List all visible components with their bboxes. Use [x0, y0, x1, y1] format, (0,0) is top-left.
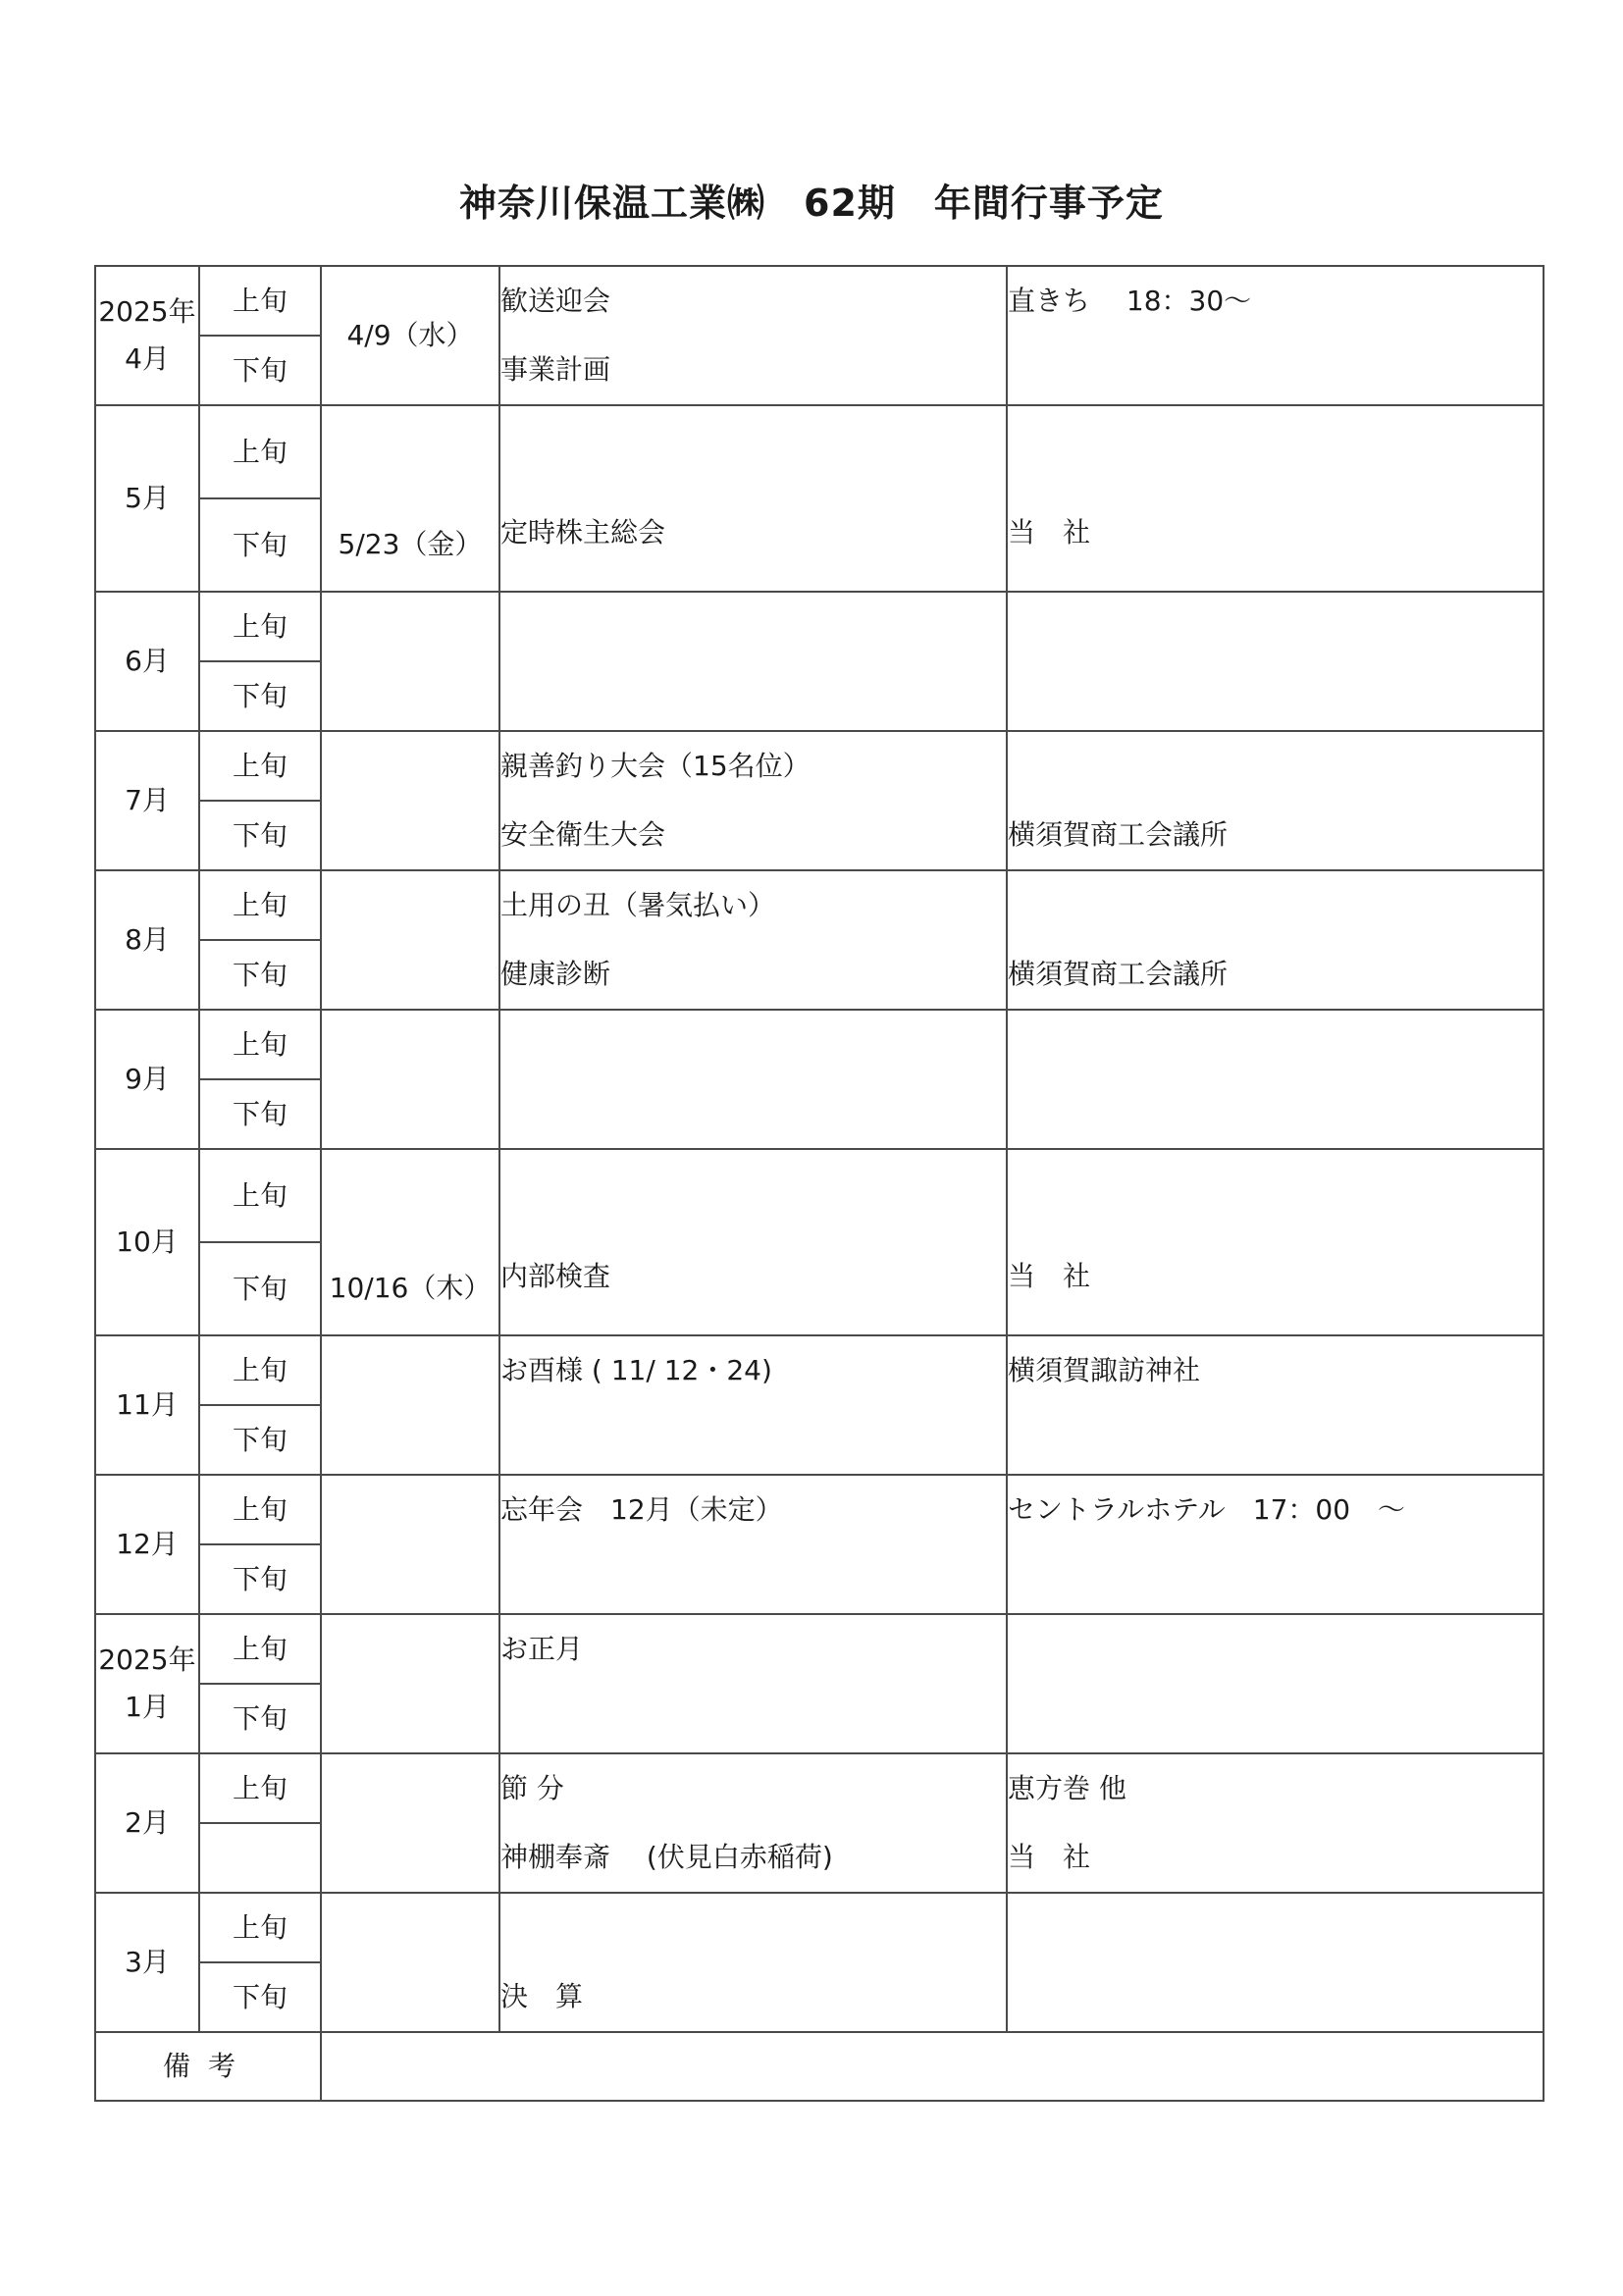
event-text [500, 1405, 1006, 1474]
event-cell [499, 1149, 1007, 1335]
event-text: 内部検査 [500, 1260, 611, 1292]
event-text [500, 1894, 1006, 1962]
period-early: 上旬 [199, 1149, 321, 1242]
schedule-table [94, 265, 1544, 2102]
month-cell [95, 1010, 199, 1149]
place-cell [1007, 592, 1544, 731]
schedule-row [95, 1335, 1544, 1405]
period-early: 上旬 [199, 1753, 321, 1823]
event-text [500, 661, 1006, 730]
month-cell [95, 592, 199, 731]
schedule-row [95, 1753, 1544, 1823]
place-cell [1007, 1753, 1544, 1893]
place-text: 当 社 [1008, 1841, 1091, 1873]
place-text [1008, 1405, 1543, 1474]
period-late: 下旬 [199, 1242, 321, 1335]
event-cell [499, 731, 1007, 870]
event-text [500, 430, 1006, 498]
event-cell [499, 1010, 1007, 1149]
remarks-body [321, 2032, 1544, 2101]
event-cell [499, 1335, 1007, 1475]
date-cell: 5/23（金） [321, 405, 499, 592]
event-cell [499, 405, 1007, 592]
month-label: 2月 [125, 1806, 170, 1839]
place-text [1008, 593, 1543, 661]
month-label: 2025年 1月 [98, 1644, 196, 1723]
period-late: 下旬 [199, 498, 321, 592]
place-text: 横須賀商工会議所 [1008, 958, 1229, 990]
date-cell [321, 1893, 499, 2032]
event-cell [499, 592, 1007, 731]
date-cell [321, 1614, 499, 1753]
place-text [1008, 1544, 1543, 1613]
month-cell [95, 731, 199, 870]
place-cell [1007, 266, 1544, 405]
schedule-row [95, 405, 1544, 498]
place-cell [1007, 1614, 1544, 1753]
event-text: 親善釣り大会（15名位） [500, 750, 811, 782]
event-cell [499, 266, 1007, 405]
date-cell [321, 1010, 499, 1149]
period-late: 下旬 [199, 1684, 321, 1753]
month-label: 7月 [125, 784, 170, 816]
page-title: 神奈川保温工業㈱ 62期 年間行事予定 [459, 182, 1164, 225]
place-text: 横須賀諏訪神社 [1008, 1354, 1201, 1386]
place-text: 直きち 18：30～ [1008, 285, 1252, 317]
period-early: 上旬 [199, 1010, 321, 1079]
date-cell [321, 1335, 499, 1475]
month-label: 10月 [116, 1226, 179, 1258]
period-late: 下旬 [199, 1544, 321, 1614]
place-cell [1007, 405, 1544, 592]
month-label: 11月 [116, 1388, 179, 1421]
date-cell [321, 870, 499, 1010]
place-cell [1007, 1893, 1544, 2032]
place-text: 横須賀商工会議所 [1008, 818, 1229, 851]
month-cell [95, 870, 199, 1010]
place-text [1008, 1894, 1543, 1962]
month-cell [95, 1614, 199, 1753]
period-early: 上旬 [199, 1335, 321, 1405]
place-text: セントラルホテル 17：00 ～ [1008, 1493, 1406, 1526]
period-late: 下旬 [199, 801, 321, 870]
period-late: 下旬 [199, 1079, 321, 1149]
event-text: お正月 [500, 1633, 584, 1665]
date-cell [321, 1753, 499, 1893]
place-text [1008, 1079, 1543, 1148]
schedule-row [95, 731, 1544, 801]
period-early: 上旬 [199, 1475, 321, 1544]
period-early: 上旬 [199, 870, 321, 940]
period-early: 上旬 [199, 266, 321, 336]
month-cell [95, 1893, 199, 2032]
period-early: 上旬 [199, 731, 321, 801]
schedule-row [95, 1475, 1544, 1544]
place-text [1008, 1962, 1543, 2031]
month-label: 8月 [125, 923, 170, 956]
place-cell [1007, 1475, 1544, 1614]
remarks-label: 備考 [95, 2032, 321, 2101]
place-cell [1007, 1149, 1544, 1335]
period-late: 下旬 [199, 336, 321, 405]
place-text [1008, 1684, 1543, 1752]
event-text [500, 1684, 1006, 1752]
event-text: 神棚奉斎 (伏見白赤稲荷) [500, 1841, 833, 1873]
event-text: 事業計画 [500, 353, 611, 386]
event-text [500, 1079, 1006, 1148]
period-late [199, 1823, 321, 1893]
event-text: 健康診断 [500, 958, 611, 990]
event-text [500, 1011, 1006, 1079]
period-early: 上旬 [199, 405, 321, 498]
period-early: 上旬 [199, 1893, 321, 1962]
period-early: 上旬 [199, 1614, 321, 1684]
date-cell [321, 1475, 499, 1614]
event-text [500, 1174, 1006, 1242]
month-cell [95, 1753, 199, 1893]
event-text: 節 分 [500, 1772, 564, 1804]
place-text [1008, 430, 1543, 498]
date-cell: 4/9（水） [321, 266, 499, 405]
event-text: 安全衛生大会 [500, 818, 666, 851]
date-cell [321, 731, 499, 870]
month-cell [95, 1335, 199, 1475]
place-cell [1007, 1010, 1544, 1149]
schedule-row [95, 266, 1544, 336]
event-text: 定時株主総会 [500, 516, 666, 548]
period-early: 上旬 [199, 592, 321, 661]
place-text [1008, 871, 1543, 940]
period-late: 下旬 [199, 1962, 321, 2032]
event-cell [499, 1614, 1007, 1753]
month-cell [95, 405, 199, 592]
place-cell [1007, 1335, 1544, 1475]
date-cell: 10/16（木） [321, 1149, 499, 1335]
period-late: 下旬 [199, 661, 321, 731]
event-text: 土用の丑（暑気払い） [500, 889, 776, 921]
period-late: 下旬 [199, 940, 321, 1010]
event-text: 歓送迎会 [500, 285, 611, 317]
place-text [1008, 661, 1543, 730]
month-cell [95, 266, 199, 405]
schedule-row [95, 1010, 1544, 1079]
period-late: 下旬 [199, 1405, 321, 1475]
event-cell [499, 1893, 1007, 2032]
month-cell [95, 1475, 199, 1614]
place-cell [1007, 870, 1544, 1010]
place-text [1008, 1011, 1543, 1079]
place-text: 当 社 [1008, 1260, 1091, 1292]
month-label: 2025年 4月 [98, 295, 196, 375]
place-cell [1007, 731, 1544, 870]
event-text [500, 593, 1006, 661]
month-label: 12月 [116, 1528, 179, 1560]
schedule-row [95, 1614, 1544, 1684]
schedule-row [95, 870, 1544, 940]
schedule-row [95, 1149, 1544, 1242]
event-text: 忘年会 12月（未定） [500, 1493, 783, 1526]
month-cell [95, 1149, 199, 1335]
event-cell [499, 1753, 1007, 1893]
event-text [500, 1544, 1006, 1613]
place-text [1008, 1615, 1543, 1684]
schedule-row [95, 1893, 1544, 1962]
place-text [1008, 732, 1543, 801]
place-text: 当 社 [1008, 516, 1091, 548]
month-label: 3月 [125, 1946, 170, 1978]
place-text [1008, 336, 1543, 404]
event-cell [499, 1475, 1007, 1614]
place-text [1008, 1174, 1543, 1242]
event-text: お酉様 ( 11/ 12・24) [500, 1354, 772, 1386]
place-text: 恵方巻 他 [1008, 1772, 1126, 1804]
schedule-row [95, 592, 1544, 661]
date-cell [321, 592, 499, 731]
month-label: 9月 [125, 1063, 170, 1095]
event-text: 決 算 [500, 1980, 584, 2012]
month-label: 5月 [125, 482, 170, 514]
event-cell [499, 870, 1007, 1010]
remarks-row [95, 2032, 1544, 2101]
month-label: 6月 [125, 645, 170, 677]
